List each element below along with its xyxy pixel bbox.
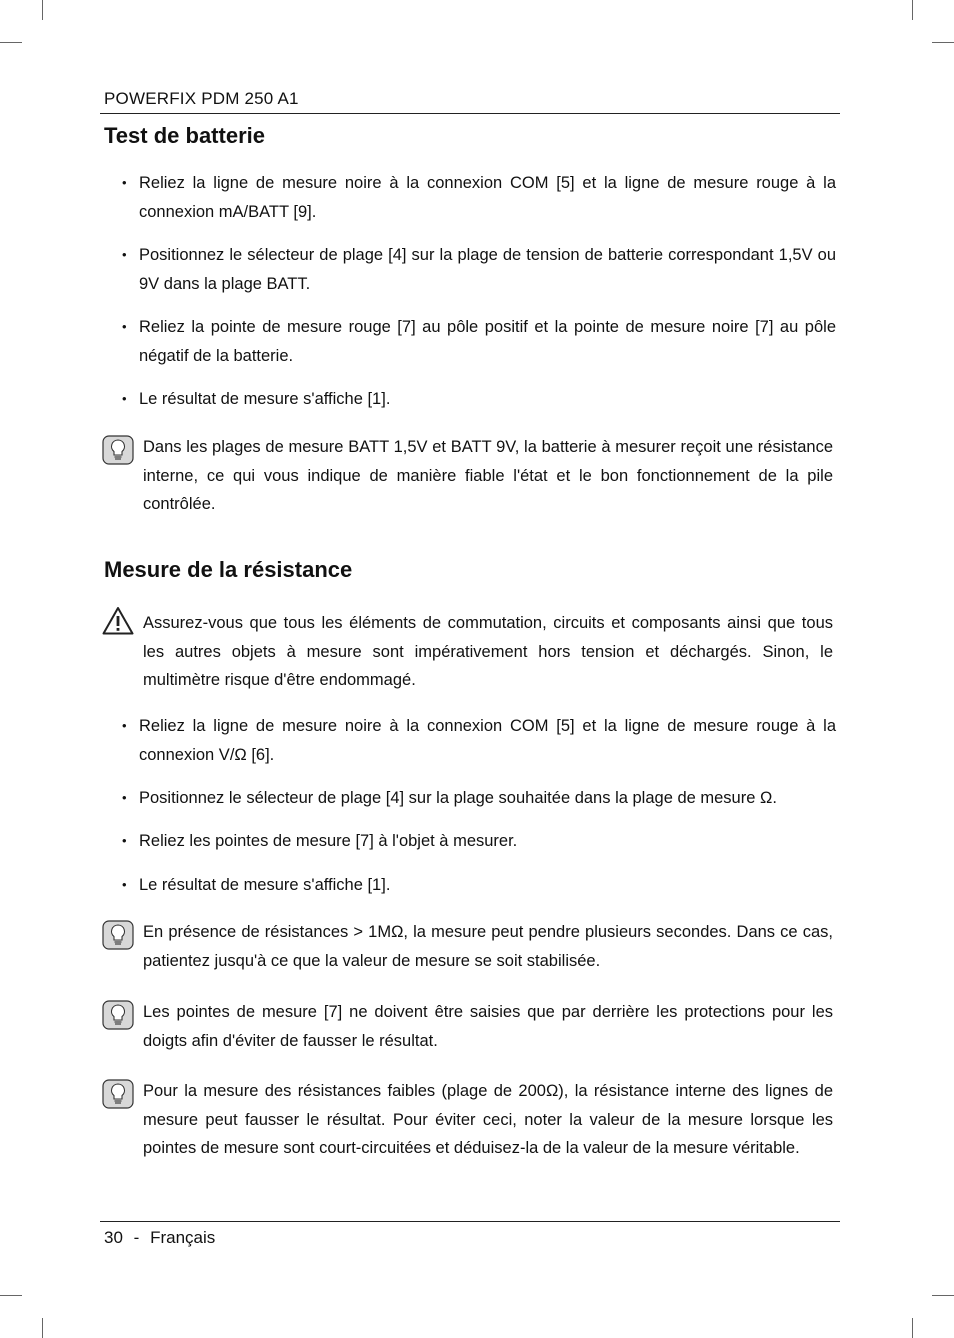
footer-rule [100, 1221, 840, 1222]
crop-mark [0, 42, 22, 43]
lightbulb-icon [102, 920, 134, 950]
lightbulb-icon [102, 435, 134, 465]
list-item [118, 313, 836, 370]
list-item [118, 169, 836, 226]
page-number: 30 [104, 1228, 123, 1247]
tip-text: Pour la mesure des résistances faibles (plage de 200Ω), la résistance interne des lignes de mesure peut fausser le résultat. Pour éviter ceci, noter la valeur de la mesure lorsque les pointes de mesure sont court-circuitées et déduisez-la de la valeur de la mesure véritable. [143, 1082, 833, 1157]
tip-note [102, 998, 833, 1055]
list-item-text: Le résultat de mesure s'affiche [1]. [139, 390, 391, 408]
list-item [118, 827, 836, 856]
lightbulb-icon [102, 1000, 134, 1030]
list-item-text: Le résultat de mesure s'affiche [1]. [139, 876, 391, 894]
bullet-icon: • [122, 790, 127, 805]
warning-triangle-icon [102, 606, 134, 636]
section-heading-resistance: Mesure de la résistance [104, 557, 353, 582]
bullet-icon: • [122, 319, 127, 334]
bullet-icon: • [122, 175, 127, 190]
warning-note [102, 609, 833, 695]
footer-separator: - [133, 1228, 140, 1247]
tip-text: Dans les plages de mesure BATT 1,5V et BATT 9V, la batterie à mesurer reçoit une résistance interne, ce qui vous indique de manière fiable l'état et le bon fonctionnement de la pile contrôlée. [143, 438, 833, 513]
list-item [118, 871, 836, 900]
list-item [118, 712, 836, 769]
crop-mark [0, 1295, 22, 1296]
bullet-icon: • [122, 718, 127, 733]
list-item-text: Reliez les pointes de mesure [7] à l'objet à mesurer. [139, 832, 518, 850]
list-item-text: Reliez la ligne de mesure noire à la connexion COM [5] et la ligne de mesure rouge à la connexion mA/BATT [9]. [139, 174, 836, 221]
crop-mark [42, 1318, 43, 1338]
list-item [118, 385, 836, 414]
list-item-text: Reliez la pointe de mesure rouge [7] au pôle positif et la pointe de mesure noire [7] au pôle négatif de la batterie. [139, 318, 836, 365]
page-header-title: POWERFIX PDM 250 A1 [104, 89, 299, 108]
crop-mark [932, 1295, 954, 1296]
crop-mark [42, 0, 43, 20]
bullet-icon: • [122, 391, 127, 406]
bullet-icon: • [122, 247, 127, 262]
tip-note [102, 1077, 833, 1163]
list-item [118, 784, 836, 813]
tip-note [102, 918, 833, 975]
tip-note [102, 433, 833, 519]
list-item-text: Reliez la ligne de mesure noire à la connexion COM [5] et la ligne de mesure rouge à la connexion V/Ω [6]. [139, 717, 836, 764]
warning-text: Assurez-vous que tous les éléments de commutation, circuits et composants ainsi que tous les autres objets à mesure sont impérativement hors tension et déchargés. Sinon, le multimètre risque d'être endommagé. [143, 614, 833, 689]
bullet-icon: • [122, 833, 127, 848]
lightbulb-icon [102, 1079, 134, 1109]
list-item-text: Positionnez le sélecteur de plage [4] sur la plage souhaitée dans la plage de mesure Ω. [139, 789, 777, 807]
crop-mark [912, 1318, 913, 1338]
tip-text: En présence de résistances > 1MΩ, la mesure peut pendre plusieurs secondes. Dans ce cas, patientez jusqu'à ce que la valeur de mesure se soit stabilisée. [143, 923, 833, 970]
section-heading-battery-test: Test de batterie [104, 123, 265, 148]
crop-mark [932, 42, 954, 43]
tip-text: Les pointes de mesure [7] ne doivent être saisies que par derrière les protections pour les doigts afin d'éviter de fausser le résultat. [143, 1003, 833, 1050]
header-rule [100, 113, 840, 114]
list-item-text: Positionnez le sélecteur de plage [4] sur la plage de tension de batterie correspondant 1,5V ou 9V dans la plage BATT. [139, 246, 836, 293]
footer-language: Français [150, 1228, 216, 1247]
list-item [118, 241, 836, 298]
page-footer [104, 1228, 215, 1248]
crop-mark [912, 0, 913, 20]
bullet-icon: • [122, 877, 127, 892]
